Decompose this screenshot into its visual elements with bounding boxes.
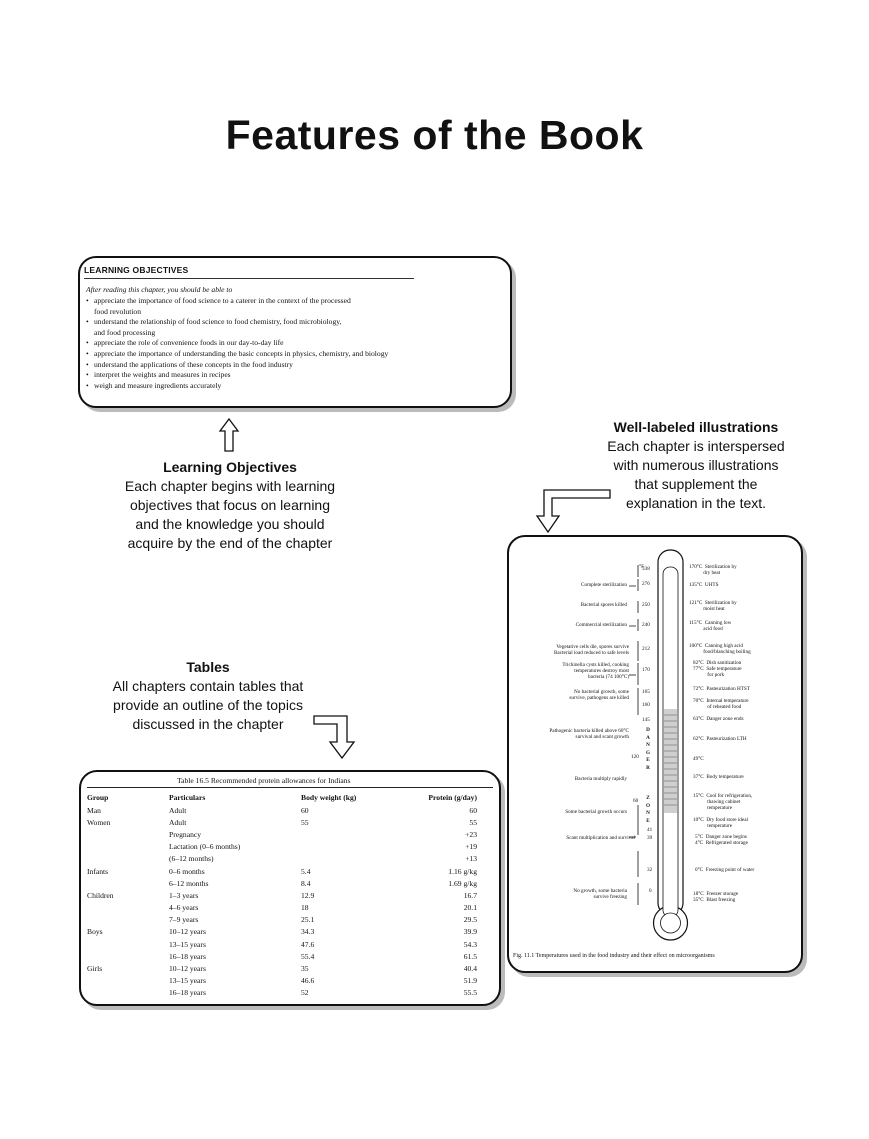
table-cell: 34.3 [301, 927, 315, 937]
illustrations-caption [576, 418, 816, 513]
table-cell [87, 828, 169, 840]
table-cell: 1–3 years [169, 890, 199, 900]
table-row [87, 962, 477, 974]
table-cell: 61.5 [463, 951, 477, 961]
f-mark: 170 [642, 667, 650, 673]
danger-letter: A [646, 734, 650, 741]
table-cell [87, 853, 169, 865]
table-row [87, 975, 477, 987]
left-label: Bacteria multiply rapidly [574, 776, 627, 782]
right-label: 0°C Freezing point of water [695, 867, 755, 873]
danger-label [644, 727, 652, 772]
table-cell: 13–15 years [169, 939, 206, 949]
table-cell [87, 902, 169, 914]
table-cell: Infants [87, 866, 109, 876]
table-cell: +23 [465, 829, 477, 839]
table-cell: 18 [301, 903, 309, 913]
right-label: 121°C Sterilization by moist heat [689, 600, 737, 612]
caption-line: All chapters contain tables that [112, 678, 304, 694]
table-row [87, 804, 477, 816]
caption-line: discussed in the chapter [132, 716, 284, 732]
table-cell: 0–6 months [169, 866, 205, 876]
list-item: • interpret the weights and measures in recipes [86, 370, 388, 381]
learning-objectives-heading: LEARNING OBJECTIVES [84, 265, 189, 275]
table-cell: 60 [301, 805, 309, 815]
table-cell: +13 [465, 854, 477, 864]
table-cell: 6–12 months [169, 878, 209, 888]
right-label: 72°C Pasteurization HTST [693, 686, 750, 692]
table-cell: 5.4 [301, 866, 311, 876]
zone-letter: O [645, 802, 651, 809]
table-row [87, 950, 477, 962]
danger-letter: N [646, 742, 650, 748]
table-cell: 10–12 years [169, 964, 206, 974]
table-cell: Adult [169, 805, 187, 815]
table-row [87, 938, 477, 950]
table-header-row [87, 790, 477, 804]
column-header: Group [87, 792, 109, 802]
table-cell: 1.16 g/kg [448, 866, 477, 876]
table-cell: Man [87, 805, 101, 815]
table-row [87, 987, 477, 999]
left-label: Commercial sterilization [575, 622, 627, 628]
caption-line: and the knowledge you should [135, 516, 325, 532]
table-cell: 16–18 years [169, 951, 206, 961]
f-mark: 145 [642, 717, 650, 723]
danger-letter: G [645, 749, 651, 756]
table-cell: 29.5 [463, 915, 477, 925]
table-cell [87, 877, 169, 889]
table-cell: 10–12 years [169, 927, 206, 937]
zone-letter: N [646, 810, 650, 816]
table-cell [87, 914, 169, 926]
table-row [87, 877, 477, 889]
table-cell [301, 841, 397, 853]
right-label: 115°C Canning low acid food [689, 620, 732, 632]
thermometer-illustration [507, 535, 803, 973]
table-cell: Boys [87, 927, 103, 937]
caption-title: Well-labeled illustrations [613, 419, 779, 435]
f-mark: 338 [642, 566, 650, 572]
f-mark: 0 [649, 888, 652, 894]
table-caption: Table 16.5 Recommended protein allowances for Indians [177, 776, 351, 785]
list-item: • appreciate the importance of food science to a caterer in the context of the processed food revolution [86, 296, 388, 317]
caption-title: Tables [186, 659, 230, 675]
tables-caption [100, 658, 316, 734]
table-rule [87, 787, 493, 788]
caption-line: with numerous illustrations [613, 457, 779, 473]
table-cell: Lactation (0–6 months) [169, 842, 241, 852]
table-cell: Children [87, 890, 114, 900]
table-row [87, 841, 477, 853]
table-cell: 16–18 years [169, 988, 206, 998]
f-mark: 276 [642, 581, 650, 587]
right-label: 135°C UHTS [689, 582, 719, 588]
right-label: 49°C [693, 756, 704, 762]
protein-table [87, 790, 477, 999]
right-label: 15°C Cool for refrigeration, thawing cabinet temperature [693, 793, 753, 811]
caption-line: Each chapter begins with learning [124, 478, 336, 494]
left-label: Bacterial spores killed [580, 602, 627, 608]
table-cell: 52 [301, 988, 309, 998]
table-cell: 55.4 [301, 951, 315, 961]
left-label: Some bacterial growth occurs [565, 809, 627, 815]
table-row [87, 853, 477, 865]
page-title: Features of the Book [225, 112, 644, 158]
caption-line: that supplement the [634, 476, 758, 492]
table-cell: 60 [469, 805, 477, 815]
f-mark: 240 [642, 622, 650, 628]
table-row [87, 865, 477, 877]
list-item: • appreciate the role of convenience foods in our day-to-day life [86, 338, 388, 349]
table-cell: 1.69 g/kg [448, 878, 477, 888]
table-row [87, 902, 477, 914]
caption-line: Each chapter is interspersed [607, 438, 785, 454]
right-label: 62°C Pasteurization LTH [693, 736, 747, 742]
table-cell: 54.3 [463, 939, 477, 949]
table-cell: 51.9 [463, 976, 477, 986]
table-row [87, 914, 477, 926]
figure-caption: Fig. 11.1 Temperatures used in the food industry and their effect on microorganisms [513, 953, 715, 959]
table-cell: 35 [301, 964, 309, 974]
column-header: Particulars [169, 792, 206, 802]
left-label: Pathogenic bacteria killed above 60°C survival and scant growth [549, 728, 629, 740]
fahrenheit-unit: °F [639, 564, 644, 570]
zone-letter: E [646, 817, 650, 824]
caption-line: acquire by the end of the chapter [127, 535, 333, 551]
table-cell [301, 853, 397, 865]
list-item: • understand the relationship of food science to food chemistry, food microbiology, and food processing [86, 317, 388, 338]
f-mark: 41 [647, 827, 653, 833]
danger-letter: R [646, 764, 650, 771]
bent-arrow-down-icon [313, 714, 359, 760]
heading-rule [84, 278, 414, 279]
list-item: • understand the applications of these concepts in the food industry [86, 360, 388, 371]
f-mark: 250 [642, 602, 650, 608]
table-cell: 7–9 years [169, 915, 199, 925]
table-cell: Girls [87, 964, 103, 974]
table-cell: 12.9 [301, 890, 315, 900]
danger-letter: E [646, 757, 650, 763]
table-cell [87, 841, 169, 853]
table-cell: Women [87, 817, 111, 827]
caption-line: explanation in the text. [625, 495, 767, 511]
right-label: 63°C Danger zone ends [693, 716, 744, 722]
column-header: Protein (g/day) [428, 792, 477, 802]
left-label: No growth, some bacteria survive freezing [573, 888, 627, 900]
right-label: 82°C Dish sanitization 77°C Safe temperature for pork [693, 660, 742, 678]
f-mark: 32 [647, 867, 653, 873]
f-mark: 39 [647, 835, 653, 841]
table-row [87, 816, 477, 828]
f-mark: 160 [642, 702, 650, 708]
right-label: 170°C Sterilization by dry heat [689, 564, 737, 576]
caption-line: objectives that focus on learning [129, 497, 330, 513]
table-cell: 8.4 [301, 878, 311, 888]
table-cell: 16.7 [463, 890, 477, 900]
zone-letter: Z [646, 795, 650, 801]
caption-title: Learning Objectives [163, 459, 297, 475]
table-cell: Pregnancy [169, 829, 202, 839]
f-mark: 120 [631, 754, 639, 760]
table-cell: 39.9 [463, 927, 477, 937]
list-item: • appreciate the importance of understanding the basic concepts in physics, chemistry, and biology [86, 349, 388, 360]
table-cell: (6–12 months) [169, 854, 214, 864]
right-label: 10°C Dry food store ideal temperature [693, 817, 748, 829]
table-cell [301, 828, 397, 840]
table-row [87, 926, 477, 938]
table-cell: 20.1 [463, 903, 477, 913]
table-cell: 13–15 years [169, 976, 206, 986]
f-mark: 212 [642, 646, 650, 652]
table-row [87, 828, 477, 840]
table-cell: 46.6 [301, 976, 315, 986]
right-label: 70°C Internal temperature of reheated food [693, 698, 749, 710]
right-label: 100°C Canning high acid food/blanching boiling [689, 643, 751, 655]
table-row [87, 889, 477, 901]
f-mark: 165 [642, 689, 650, 695]
table-cell [87, 987, 169, 999]
table-cell: 40.4 [463, 964, 477, 974]
right-label: 18°C Freezer storage 35°C Blast freezing [693, 891, 739, 903]
table-cell: 55.5 [463, 988, 477, 998]
zone-label [644, 795, 652, 825]
danger-letter: D [646, 727, 650, 733]
list-item: • weigh and measure ingredients accurately [86, 381, 388, 392]
right-label: 37°C Body temperature [693, 774, 744, 780]
left-label: Scant multiplication and survival [566, 835, 635, 841]
left-label: Trichinella cysts killed, cooking temperatures destroy most bacteria (74 100°C) [562, 662, 629, 680]
table-cell [87, 938, 169, 950]
table-cell: 47.6 [301, 939, 315, 949]
table-cell: 4–6 years [169, 903, 199, 913]
learning-objectives-list [86, 296, 388, 391]
up-arrow-icon [218, 418, 240, 452]
table-cell: 55 [469, 817, 477, 827]
right-label: 5°C Danger zone begins 4°C Refrigerated storage [695, 834, 748, 846]
table-cell: +19 [465, 842, 477, 852]
left-label: Vegetative cells die, spores survive Bacterial load reduced to safe levels [553, 644, 629, 656]
f-mark: 60 [633, 798, 639, 804]
bent-arrow-icon [532, 488, 612, 534]
column-header: Body weight (kg) [301, 792, 357, 802]
table-sample [79, 770, 501, 1006]
left-label: Complete sterilization [581, 582, 627, 588]
table-cell: 55 [301, 817, 309, 827]
learning-objectives-sample [78, 256, 512, 408]
table-cell [87, 975, 169, 987]
left-label: No bacterial growth, some survive, pathogens are killed [569, 689, 629, 701]
learning-objectives-caption [100, 458, 360, 553]
caption-line: provide an outline of the topics [113, 697, 303, 713]
learning-objectives-intro: After reading this chapter, you should be able to [86, 285, 233, 294]
table-cell [87, 950, 169, 962]
table-cell: Adult [169, 817, 187, 827]
table-cell: 25.1 [301, 915, 315, 925]
